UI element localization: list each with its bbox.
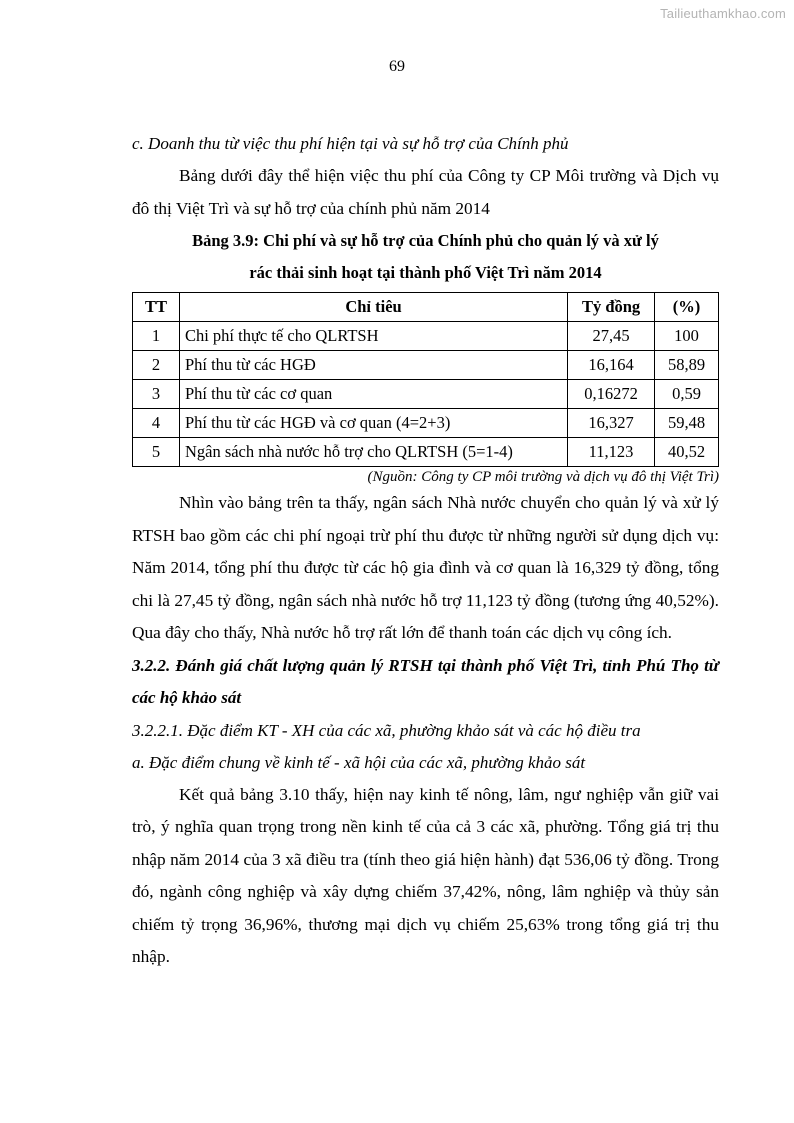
header-percent: (%) — [655, 293, 719, 322]
intro-paragraph: Bảng dưới đây thể hiện việc thu phí của Công ty CP Môi trường và Dịch vụ đô thị Việt Trì và sự hỗ trợ của chính phủ năm 2014 — [132, 166, 719, 218]
header-ty-dong: Tỷ đồng — [568, 293, 655, 322]
cell-percent: 58,89 — [655, 351, 719, 380]
section-c-heading: c. Doanh thu từ việc thu phí hiện tại và sự hỗ trợ của Chính phủ — [132, 134, 569, 153]
final-paragraph: Kết quả bảng 3.10 thấy, hiện nay kinh tế nông, lâm, ngư nghiệp vẫn giữ vai trò, ý nghĩa quan trọng trong nền kinh tế của cả 3 các xã, phường. Tổng giá trị thu nhập năm 2014 của 3 xã điều tra (tính theo giá hiện hành) đạt 536,06 tỷ đồng. Trong đó, ngành công nghiệp và xây dựng chiếm 37,42%, nông, lâm nghiệp và thủy sản chiếm tỷ trọng 36,96%, thương mại dịch vụ chiếm 25,63% trong tổng giá trị thu nhập. — [132, 784, 719, 966]
table-source: (Nguồn: Công ty CP môi trường và dịch vụ đô thị Việt Trì) — [367, 469, 719, 485]
cell-percent: 59,48 — [655, 409, 719, 438]
page-number: 69 — [389, 58, 405, 75]
cell-tt: 2 — [133, 351, 180, 380]
table-row — [133, 380, 719, 409]
cell-chi-tieu: Ngân sách nhà nước hỗ trợ cho QLRTSH (5=1-4) — [179, 438, 567, 467]
cell-tt: 5 — [133, 438, 180, 467]
document-body — [132, 128, 719, 974]
cell-ty-dong: 27,45 — [568, 322, 655, 351]
header-chi-tieu: Chỉ tiêu — [179, 293, 567, 322]
header-tt: TT — [133, 293, 180, 322]
cell-chi-tieu: Phí thu từ các HGĐ và cơ quan (4=2+3) — [179, 409, 567, 438]
table-row — [133, 351, 719, 380]
cell-tt: 1 — [133, 322, 180, 351]
table-row — [133, 322, 719, 351]
section-heading-3-2-2: 3.2.2. Đánh giá chất lượng quản lý RTSH tại thành phố Việt Trì, tỉnh Phú Thọ từ các hộ khảo sát — [132, 655, 719, 707]
cell-tt: 4 — [133, 409, 180, 438]
cell-percent: 40,52 — [655, 438, 719, 467]
cell-ty-dong: 11,123 — [568, 438, 655, 467]
section-heading-a: a. Đặc điểm chung về kinh tế - xã hội của các xã, phường khảo sát — [132, 752, 586, 772]
table-row — [133, 409, 719, 438]
cost-support-table — [132, 292, 719, 467]
cell-percent: 100 — [655, 322, 719, 351]
table-caption-line1: Bảng 3.9: Chi phí và sự hỗ trợ của Chính phủ cho quản lý và xử lý — [192, 231, 659, 250]
cell-chi-tieu: Chi phí thực tế cho QLRTSH — [179, 322, 567, 351]
cell-percent: 0,59 — [655, 380, 719, 409]
cell-ty-dong: 0,16272 — [568, 380, 655, 409]
cell-ty-dong: 16,164 — [568, 351, 655, 380]
cell-chi-tieu: Phí thu từ các cơ quan — [179, 380, 567, 409]
table-header-row — [133, 293, 719, 322]
analysis-paragraph: Nhìn vào bảng trên ta thấy, ngân sách Nhà nước chuyển cho quản lý và xử lý RTSH bao gồm các chi phí ngoại trừ phí thu được từ những người sử dụng dịch vụ: Năm 2014, tổng phí thu được từ các hộ gia đình và cơ quan là 16,329 tỷ đồng, tổng chi là 27,45 tỷ đồng, ngân sách nhà nước hỗ trợ 11,123 tỷ đồng (tương ứng 40,52%). Qua đây cho thấy, Nhà nước hỗ trợ rất lớn để thanh toán các dịch vụ công ích. — [132, 493, 719, 642]
table-row — [133, 438, 719, 467]
section-heading-3-2-2-1: 3.2.2.1. Đặc điểm KT - XH của các xã, phường khảo sát và các hộ điều tra — [132, 720, 641, 740]
table-caption-line2: rác thải sinh hoạt tại thành phố Việt Trì năm 2014 — [249, 263, 602, 282]
watermark: Tailieuthamkhao.com — [660, 6, 786, 21]
cell-chi-tieu: Phí thu từ các HGĐ — [179, 351, 567, 380]
cell-ty-dong: 16,327 — [568, 409, 655, 438]
cell-tt: 3 — [133, 380, 180, 409]
